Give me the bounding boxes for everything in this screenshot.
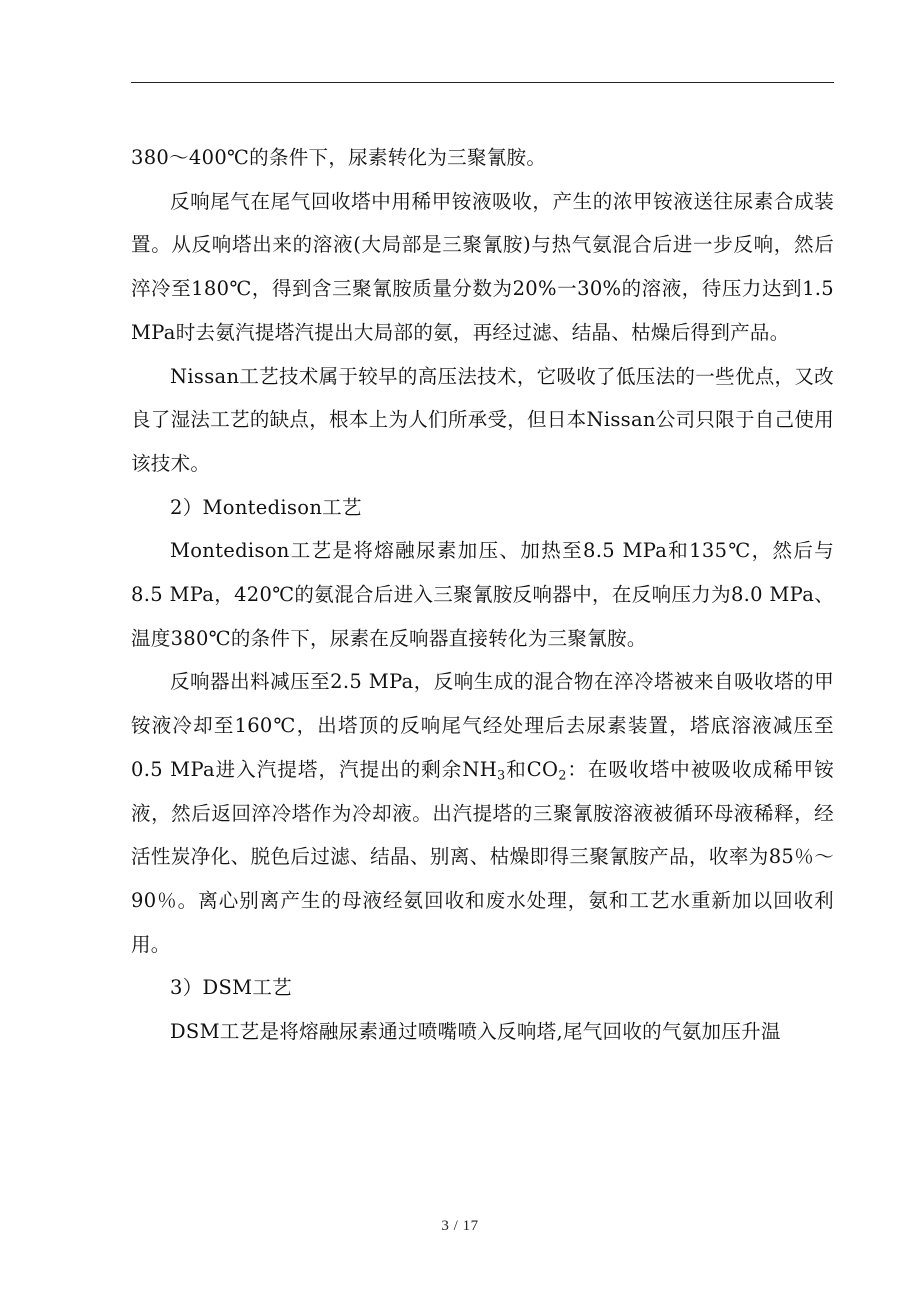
header-rule	[131, 82, 834, 83]
paragraph-1: 380～400℃的条件下，尿素转化为三聚氰胺。	[131, 146, 547, 169]
document-body	[131, 136, 834, 1054]
paragraph-5	[131, 660, 834, 966]
section-heading-dsm: 3）DSM工艺	[170, 976, 292, 1000]
paragraph-5-part-2: 和CO	[505, 757, 559, 781]
subscript-nh3: 3	[497, 767, 506, 783]
paragraph-3: Nissan工艺技术属于较早的高压法技术，它吸收了低压法的一些优点，又改良了湿法工艺的缺点，根本上为人们所承受，但日本Nissan公司只限于自己使用该技术。	[131, 364, 834, 475]
section-heading-montedison: 2）Montedison工艺	[170, 495, 362, 519]
paragraph-6: DSM工艺是将熔融尿素通过喷嘴喷入反响塔,尾气回收的气氨加压升温	[170, 1020, 781, 1044]
page-number: 3 / 17	[441, 1218, 479, 1234]
paragraph-2: 反响尾气在尾气回收塔中用稀甲铵液吸收，产生的浓甲铵液送往尿素合成装置。从反响塔出来的溶液(大局部是三聚氰胺)与热气氨混合后进一步反响，然后淬冷至180℃，得到含三聚氰胺质量分数为20%一30%的溶液，待压力达到1.5 MPa时去氨汽提塔汽提出大局部的氨，再经过滤、结晶、枯燥后得到产品。	[131, 189, 834, 344]
paragraph-5-part-1: 反响器出料减压至2.5 MPa，反响生成的混合物在淬冷塔被来自吸收塔的甲铵液冷却至160℃，出塔顶的反响尾气经处理后去尿素装置，塔底溶液减压至0.5 MPa进入汽提塔，汽提出的剩余NH	[131, 670, 834, 781]
paragraph-4: Montedison工艺是将熔融尿素加压、加热至8.5 MPa和135℃，然后与8.5 MPa，420℃的氨混合后进入三聚氰胺反响器中，在反响压力为8.0 MPa、温度380℃的条件下，尿素在反响器直接转化为三聚氰胺。	[131, 539, 834, 650]
paragraph-5-part-3: ：在吸收塔中被吸收成稀甲铵液，然后返回淬冷塔作为冷却液。出汽提塔的三聚氰胺溶液被循环母液稀释，经活性炭净化、脱色后过滤、结晶、别离、枯燥即得三聚氰胺产品，收率为85％～90％。离心别离产生的母液经氨回收和废水处理，氨和工艺水重新加以回收利用。	[131, 757, 834, 956]
subscript-co2: 2	[558, 767, 567, 783]
